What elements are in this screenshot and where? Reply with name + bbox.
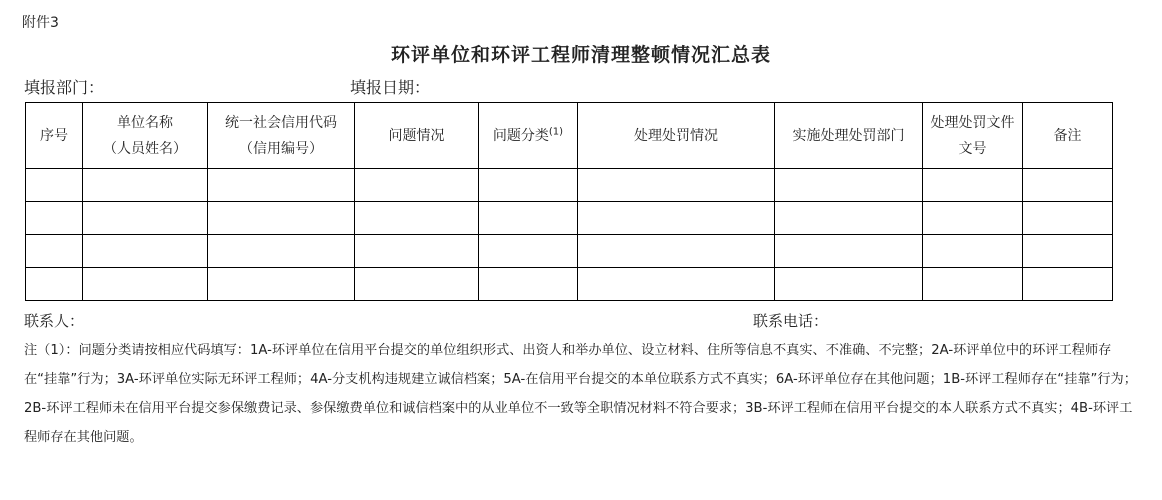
header-category-label: 问题分类	[492, 127, 549, 144]
table-cell	[923, 268, 1023, 301]
header-category-footnote: (1)	[548, 125, 564, 137]
table-cell	[26, 235, 83, 268]
table-cell	[355, 169, 479, 202]
header-credit-code	[208, 103, 355, 169]
table-cell	[208, 202, 355, 235]
table-cell	[479, 202, 578, 235]
footnote: 注（1）：问题分类请按相应代码填写：1A-环评单位在信用平台提交的单位组织形式、出资人和举办单位、设立材料、住所等信息不真实、不准确、不完整；2A-环评单位中的环评工程师存在“挂靠”行为；3A-环评单位实际无环评工程师；4A-分支机构违规建立诚信档案；5A-在信用平台提交的本单位联系方式不真实；6A-环评单位存在其他问题；1B-环评工程师存在“挂靠”行为；2B-环评工程师未在信用平台提交参保缴费记录、参保缴费单位和诚信档案中的从业单位不一致等全职情况材料不符合要求；3B-环评工程师在信用平台提交的本人联系方式不真实；4B-环评工程师存在其他问题。	[24, 343, 1137, 445]
table-cell	[355, 202, 479, 235]
header-category	[479, 103, 578, 169]
table-cell	[26, 169, 83, 202]
table-cell	[1023, 202, 1113, 235]
table-cell	[208, 235, 355, 268]
table-cell	[83, 202, 208, 235]
contact-phone-label: 联系电话：	[753, 312, 829, 330]
table-header-row	[26, 103, 1113, 169]
header-doc-line2: 文号	[958, 140, 987, 157]
table-cell	[83, 169, 208, 202]
table-cell	[923, 235, 1023, 268]
table-cell	[26, 202, 83, 235]
table-cell	[83, 268, 208, 301]
table-cell	[775, 169, 923, 202]
header-credit-code-line2: （信用编号）	[239, 140, 323, 157]
fill-date-label: 填报日期：	[350, 78, 431, 97]
table-cell	[578, 202, 775, 235]
table-cell	[479, 268, 578, 301]
table-cell	[355, 268, 479, 301]
header-issue: 问题情况	[355, 103, 479, 169]
table-cell	[1023, 169, 1113, 202]
table-cell	[1023, 235, 1113, 268]
table-cell	[775, 235, 923, 268]
table-cell	[83, 235, 208, 268]
summary-table	[25, 102, 1113, 301]
table-cell	[479, 169, 578, 202]
table-cell	[578, 169, 775, 202]
table-cell	[775, 202, 923, 235]
table-cell	[578, 268, 775, 301]
table-cell	[775, 268, 923, 301]
table-row	[26, 235, 1113, 268]
page-title: 环评单位和环评工程师清理整顿情况汇总表	[390, 44, 771, 66]
table-cell	[923, 202, 1023, 235]
fill-department-label: 填报部门：	[24, 78, 105, 97]
header-doc	[923, 103, 1023, 169]
header-handling: 处理处罚情况	[578, 103, 775, 169]
header-unit-name	[83, 103, 208, 169]
contact-person-label: 联系人：	[24, 312, 85, 330]
header-unit-name-line2: （人员姓名）	[103, 140, 187, 157]
table-cell	[578, 235, 775, 268]
table-cell	[26, 268, 83, 301]
header-credit-code-line1: 统一社会信用代码	[225, 114, 337, 131]
table-cell	[208, 268, 355, 301]
table-row	[26, 268, 1113, 301]
header-doc-line1: 处理处罚文件	[930, 114, 1015, 131]
header-unit-name-line1: 单位名称	[117, 114, 173, 131]
header-remark: 备注	[1023, 103, 1113, 169]
table-row	[26, 169, 1113, 202]
table-cell	[923, 169, 1023, 202]
header-seq: 序号	[26, 103, 83, 169]
table-cell	[479, 235, 578, 268]
table-cell	[1023, 268, 1113, 301]
table-cell	[208, 169, 355, 202]
header-dept: 实施处理处罚部门	[775, 103, 923, 169]
table-row	[26, 202, 1113, 235]
attachment-label: 附件3	[22, 15, 59, 31]
table-cell	[355, 235, 479, 268]
